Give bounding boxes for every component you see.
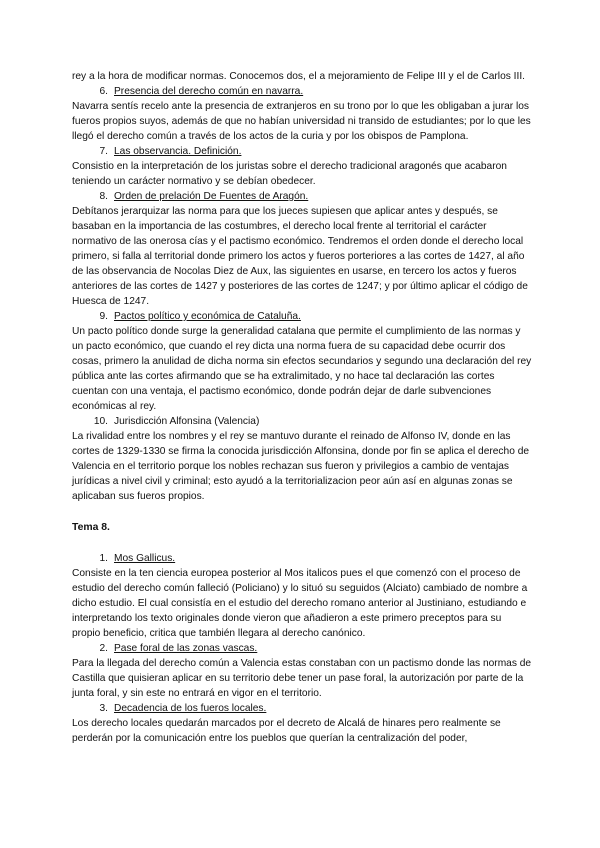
section-8 [72,189,532,309]
section-body: Un pacto político donde surge la generalidad catalana que permite el cumplimiento de las normas y un pacto económico, que cuando el rey dicta una norma fuera de su capacidad debe ocurrir dos cosas, primero la anulidad de dicha norma sin efectos secundarios y segundo una declaración del rey pública ante las cortes afirmando que se ha extralimitado, y no hace tal declaración las cortes cuentan con una ventaja, el pactismo económico, donde podrán dejar de darle subvenciones económicas al rey. [72,326,532,412]
section-title: Orden de prelación De Fuentes de Aragón. [114,191,309,202]
section-body: Consistio en la interpretación de los juristas sobre el derecho tradicional aragonés que acabaron teniendo un carácter normativo y se debían obedecer. [72,161,507,187]
section-6 [72,84,532,144]
section-number: 3. [99,703,108,714]
section-number: 2. [99,643,108,654]
tema8-section-1 [72,551,532,641]
section-title: Jurisdicción Alfonsina (Valencia) [114,416,260,427]
section-body: Para la llegada del derecho común a Valencia estas constaban con un pactismo donde las normas de Castilla que quisieran aplicar en su territorio debe tener un pase foral, la autorización por parte de la junta foral, y sin este no entrará en vigor en el territorio. [72,658,532,699]
section-number: 9. [99,311,108,322]
section-10 [72,414,532,504]
tema-heading: Tema 8. [72,522,110,533]
section-title: Las observancia. Definición. [114,146,242,157]
section-body: La rivalidad entre los nombres y el rey se mantuvo durante el reinado de Alfonso IV, donde en las cortes de 1329-1330 se firma la conocida jurisdicción Alfonsina, donde por fin se aplica el derecho de Valencia en el territorio porque los nobles rechazan sus fueron y privilegios a cambio de ventajas jurídicas a nivel civil y criminal; esto ayudó a la territorializacion peor aún así en algunas zonas se aplicaban sus fueros propios. [72,431,530,502]
section-number: 10. [93,416,108,427]
section-number: 8. [99,191,108,202]
section-title: Pactos político y económica de Cataluña. [114,311,301,322]
section-7 [72,144,532,189]
tema8-section-3 [72,701,532,746]
section-title: Pase foral de las zonas vascas. [114,643,258,654]
section-title: Presencia del derecho común en navarra. [114,86,304,97]
intro-paragraph: rey a la hora de modificar normas. Conocemos dos, el a mejoramiento de Felipe III y el de Carlos III. [72,71,525,82]
section-number: 1. [99,553,108,564]
section-body: Navarra sentís recelo ante la presencia de extranjeros en su trono por lo que les obligaban a jurar los fueros propios suyos, además de que no habían universidad ni transido de estudiantes; por lo que les llegó el derecho común a través de los actos de la curia y por los obispos de Pamplona. [72,101,531,142]
tema8-section-2 [72,641,532,701]
section-number: 6. [99,86,108,97]
section-body: Los derecho locales quedarán marcados por el decreto de Alcalá de hinares pero realmente se perderán por la comunicación entre los pueblos que querían la centralización del poder, [72,718,501,744]
section-body: Consiste en la ten ciencia europea posterior al Mos italicos pues el que comenzó con el proceso de estudio del derecho común falleció (Policiano) y lo situó su seguidos (Alciato) cambiado de nombre a dicho estudio. El cual consistía en el estudio del derecho romano anterior al Justiniano, estudiando e interpretando los texto originales donde vieron que añadieron a este primero preceptos para su propio beneficio, critica que también llegara al derecho canónico. [72,568,528,639]
section-9 [72,309,532,414]
section-title: Decadencia de los fueros locales. [114,703,267,714]
section-body: Debítanos jerarquizar las norma para que los jueces supiesen que aplicar antes y después, se basaban en la importancia de las costumbres, el derecho local frente al territorial el carácter normativo de las onerosa cías y el pactismo económico. Tendremos el orden donde el derecho local primero, si falla al territorial donde primero los actos y fueros porteriores a las cortes de 1427, al año de las observancia de Nocolas Diez de Aux, las siguientes en usarse, en tercero los actos y fueros anteriores de las cortes de 1427 y posteriores de las cortes de 1247; y por último aplicar el código de Huesca de 1247. [72,206,528,307]
document-page [72,69,532,746]
section-number: 7. [99,146,108,157]
section-title: Mos Gallicus. [114,553,176,564]
